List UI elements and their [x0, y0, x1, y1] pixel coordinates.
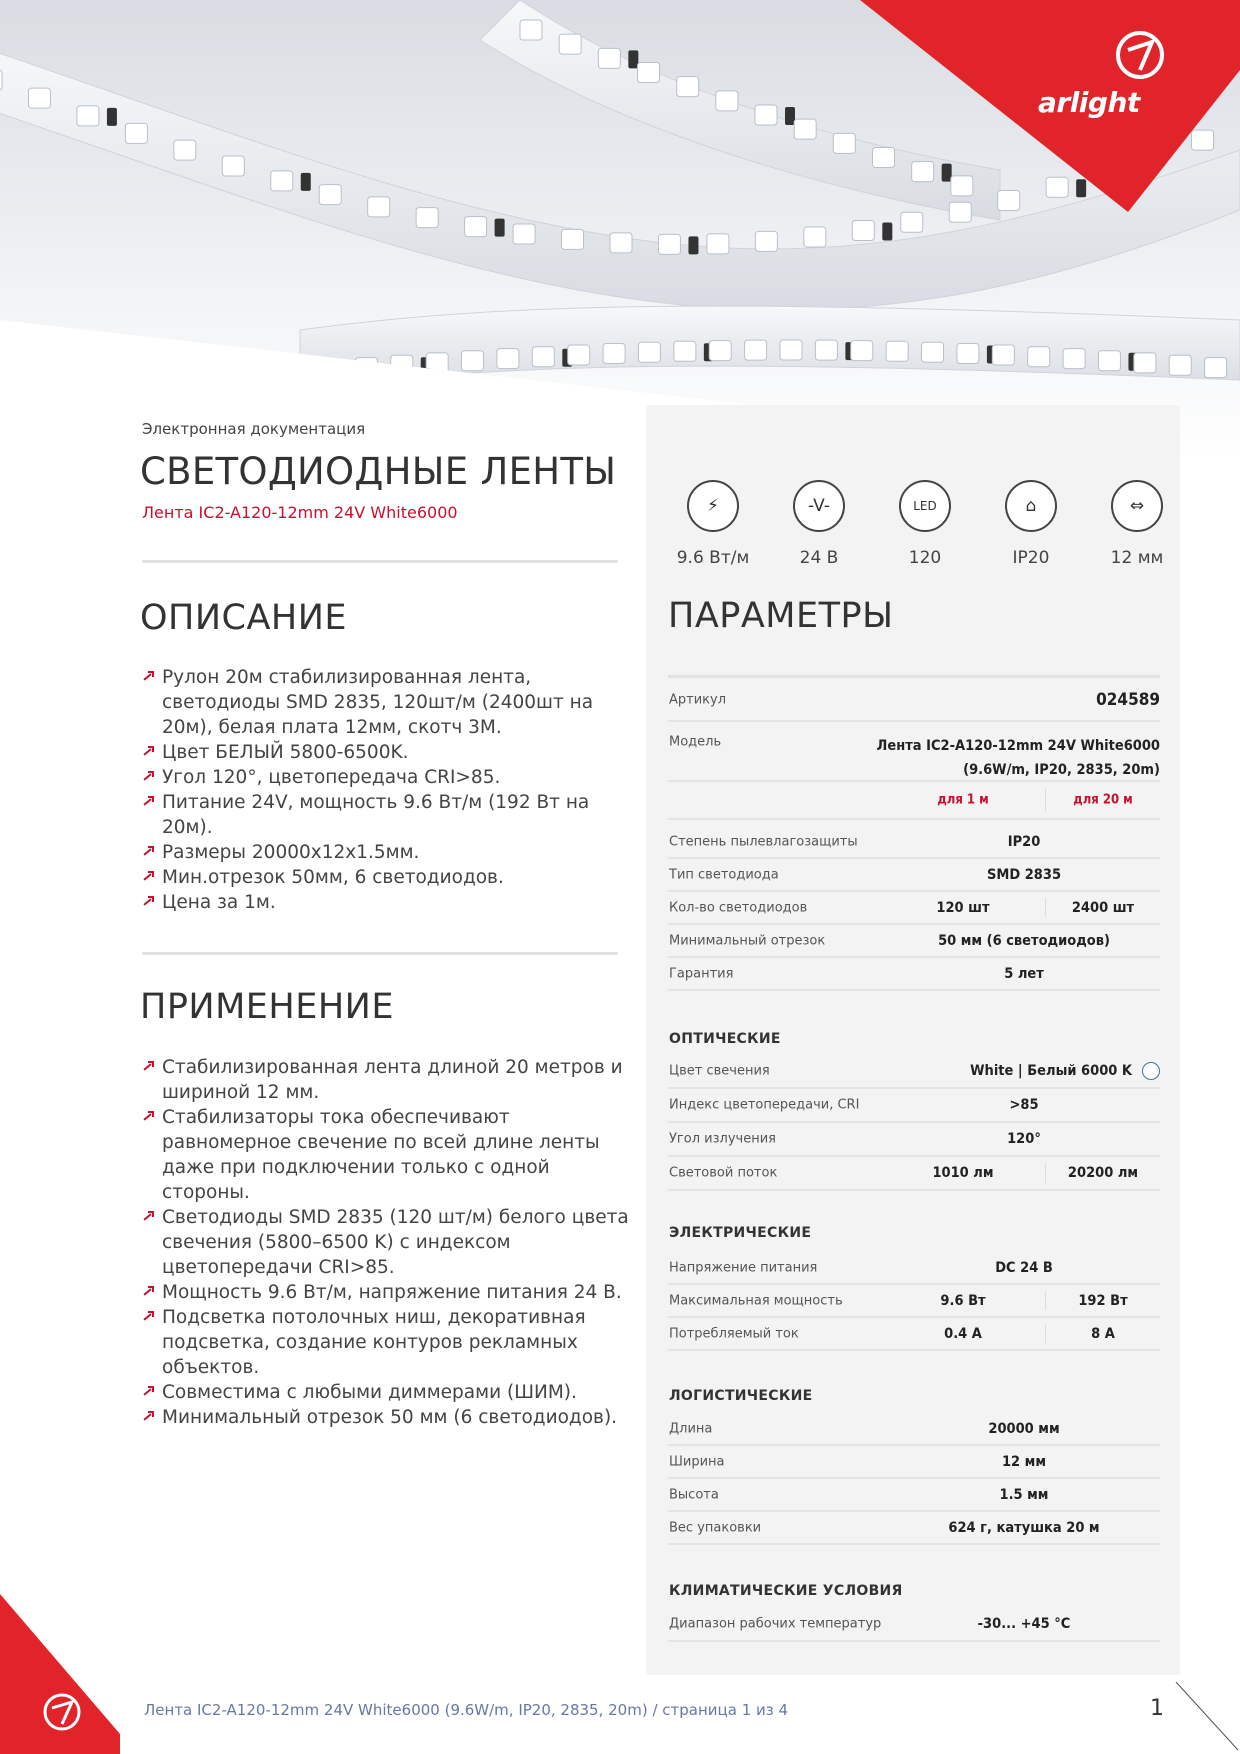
params-general	[668, 826, 1160, 991]
list-item: Угол 120°, цветопередача CRI>85.	[142, 765, 632, 790]
led-chip	[271, 171, 293, 191]
spec-icon-cell	[1084, 480, 1190, 568]
product-subtitle: Лента IC2-A120-12mm 24V White6000	[142, 503, 458, 522]
led-chip	[794, 119, 816, 139]
params-climate	[668, 1608, 1160, 1642]
footer-text: Лента IC2-A120-12mm 24V White6000 (9.6W/m, IP20, 2835, 20m) / страница 1 из 4	[144, 1701, 789, 1719]
page-title: СВЕТОДИОДНЫЕ ЛЕНТЫ	[140, 450, 617, 493]
voltage-icon: -V-	[793, 480, 845, 532]
led-chip	[1028, 347, 1050, 367]
param-value: 120°	[1007, 1131, 1041, 1147]
spec-icon-cell	[766, 480, 872, 568]
article-value: 024589	[1096, 690, 1160, 710]
param-row-column-headers	[668, 782, 1160, 820]
param-value: 1.5 мм	[999, 1486, 1049, 1503]
power-bolt-icon: ⚡	[687, 480, 739, 532]
param-value: >85	[1009, 1097, 1039, 1113]
brand-logo-text: arlight	[1038, 86, 1140, 119]
divider	[142, 952, 618, 955]
param-label: Цвет свечения	[669, 1063, 770, 1079]
param-row-model: Модель Лента IC2-A120-12mm 24V White6000 (9.6W/m, IP20, 2835, 20m)	[668, 722, 1160, 782]
spec-icon-cell	[872, 480, 978, 568]
led-chip	[780, 340, 802, 360]
led-chip	[28, 88, 50, 108]
model-value-line1: Лента IC2-A120-12mm 24V White6000	[876, 738, 1160, 754]
led-chip	[852, 221, 874, 241]
spec-icon-cell	[660, 480, 766, 568]
led-chip	[562, 229, 584, 249]
led-chip	[815, 340, 837, 360]
led-chip	[513, 224, 535, 244]
param-row	[668, 1512, 1160, 1545]
led-chip	[416, 208, 438, 228]
list-item: Размеры 20000x12x1.5мм.	[142, 840, 632, 865]
col-1m-label: для 1 м	[937, 792, 989, 808]
led-chip	[886, 341, 908, 361]
param-row	[668, 1446, 1160, 1479]
spec-icons-row	[660, 480, 1180, 570]
led-chip	[559, 34, 581, 54]
param-row	[668, 1479, 1160, 1512]
led-chip	[174, 140, 196, 160]
led-chip	[901, 212, 923, 232]
ic-chip	[688, 236, 698, 254]
led-chip	[716, 91, 738, 111]
param-value-20m: 20200 лм	[1067, 1165, 1139, 1181]
param-label: Максимальная мощность	[669, 1293, 843, 1308]
param-value-1m: 9.6 Вт	[940, 1292, 986, 1309]
spec-icon-label: IP20	[1012, 548, 1050, 568]
description-heading: ОПИСАНИЕ	[140, 598, 348, 638]
col-20m-label: для 20 м	[1073, 792, 1133, 808]
application-heading: ПРИМЕНЕНИЕ	[140, 987, 394, 1027]
led-chip	[520, 20, 542, 40]
application-list	[142, 1055, 632, 1430]
param-row	[668, 859, 1160, 892]
led-chip	[674, 341, 696, 361]
param-value-20m: 192 Вт	[1078, 1292, 1128, 1309]
led-chip	[957, 344, 979, 364]
led-chip	[1098, 351, 1120, 371]
ic-chip	[628, 50, 638, 68]
climate-heading: КЛИМАТИЧЕСКИЕ УСЛОВИЯ	[669, 1583, 903, 1599]
param-label: Кол-во светодиодов	[669, 900, 808, 915]
electrical-heading: ЭЛЕКТРИЧЕСКИЕ	[669, 1225, 812, 1241]
led-chip	[603, 344, 625, 364]
param-value: IP20	[1007, 833, 1041, 850]
param-value-20m: 2400 шт	[1071, 899, 1135, 916]
list-item: Подсветка потолочных ниш, декоративная подсветка, создание контуров рекламных объектов.	[142, 1305, 632, 1380]
led-chip	[125, 123, 147, 143]
param-value-1m: 0.4 А	[944, 1325, 982, 1342]
param-row-article: Артикул 024589	[668, 680, 1160, 722]
spec-icon-label: 24 В	[799, 548, 839, 568]
list-item: Цвет БЕЛЫЙ 5800-6500K.	[142, 740, 632, 765]
led-chip	[368, 197, 390, 217]
footer-corner-line	[1172, 1680, 1240, 1754]
param-row	[668, 1608, 1160, 1642]
led-chip	[638, 342, 660, 362]
led-chip	[709, 341, 731, 361]
list-item: Мощность 9.6 Вт/м, напряжение питания 24 В.	[142, 1280, 632, 1305]
led-chip	[707, 234, 729, 254]
param-value-1m: 120 шт	[936, 899, 990, 916]
led-per-meter-icon: LED	[899, 480, 951, 532]
param-row	[668, 1413, 1160, 1446]
param-value-20m: 8 А	[1091, 1325, 1115, 1342]
params-electrical	[668, 1252, 1160, 1351]
param-label: Потребляемый ток	[669, 1326, 799, 1341]
list-item: Цена за 1м.	[142, 890, 632, 915]
param-label: Гарантия	[669, 966, 734, 981]
param-row	[668, 1252, 1160, 1285]
param-label: Длина	[669, 1421, 713, 1436]
ic-chip	[785, 107, 795, 125]
led-chip	[677, 77, 699, 97]
list-item: Минимальный отрезок 50 мм (6 светодиодов).	[142, 1405, 632, 1430]
list-item: Стабилизаторы тока обеспечивают равномерное свечение по всей длине ленты даже при подключении только с одной стороны.	[142, 1105, 632, 1205]
param-label: Индекс цветопередачи, CRI	[669, 1097, 860, 1113]
divider	[142, 560, 618, 563]
led-chip	[462, 351, 484, 371]
param-label: Диапазон рабочих температур	[669, 1616, 882, 1632]
ic-chip	[301, 173, 311, 191]
led-chip	[497, 349, 519, 369]
spec-icon-cell	[978, 480, 1084, 568]
param-value: 624 г, катушка 20 м	[948, 1519, 1100, 1536]
led-chip	[319, 185, 341, 205]
list-item: Светодиоды SMD 2835 (120 шт/м) белого цвета свечения (5800–6500 K) с индексом цветопередачи CRI>85.	[142, 1205, 632, 1280]
led-chip	[658, 234, 680, 254]
param-value: 12 мм	[1001, 1453, 1047, 1470]
params-logistic	[668, 1413, 1160, 1545]
list-item: Питание 24V, мощность 9.6 Вт/м (192 Вт на 20м).	[142, 790, 632, 840]
ic-chip	[495, 219, 505, 237]
param-value: White | Белый 6000 K	[970, 1063, 1132, 1079]
param-row	[668, 1123, 1160, 1157]
param-row	[668, 892, 1160, 925]
param-row	[668, 826, 1160, 859]
param-value-1m: 1010 лм	[932, 1165, 994, 1181]
led-chip	[745, 340, 767, 360]
param-label: Световой поток	[669, 1165, 778, 1181]
param-value: DC 24 В	[995, 1259, 1053, 1276]
list-item: Рулон 20м стабилизированная лента, светодиоды SMD 2835, 120шт/м (2400шт на 20м), белая плата 12мм, скотч 3М.	[142, 665, 632, 740]
param-label: Напряжение питания	[669, 1260, 818, 1275]
param-row	[668, 1285, 1160, 1318]
param-value: 50 мм (6 светодиодов)	[938, 932, 1110, 949]
house-ip-icon: ⌂	[1005, 480, 1057, 532]
led-chip	[355, 358, 377, 378]
color-swatch-icon	[1142, 1062, 1160, 1080]
led-chip	[638, 63, 660, 83]
param-value: 20000 мм	[988, 1420, 1060, 1437]
spec-icon-label: 9.6 Вт/м	[676, 548, 750, 568]
param-row	[668, 1055, 1160, 1089]
optical-heading: ОПТИЧЕСКИЕ	[669, 1031, 781, 1047]
led-chip	[1169, 355, 1191, 375]
param-row	[668, 1157, 1160, 1191]
param-row	[668, 1318, 1160, 1351]
led-chip	[992, 345, 1014, 365]
doc-label: Электронная документация	[142, 420, 366, 438]
led-chip	[851, 341, 873, 361]
list-item: Мин.отрезок 50мм, 6 светодиодов.	[142, 865, 632, 890]
led-chip	[1134, 353, 1156, 373]
param-label: Высота	[669, 1487, 719, 1502]
params-optical	[668, 1055, 1160, 1191]
led-chip	[77, 106, 99, 126]
led-chip	[320, 360, 342, 380]
led-chip	[426, 353, 448, 373]
model-value-line2: (9.6W/m, IP20, 2835, 20m)	[963, 762, 1160, 778]
led-chip	[610, 233, 632, 253]
params-header-table	[668, 680, 1160, 820]
led-chip	[804, 227, 826, 247]
ic-chip	[882, 223, 892, 241]
led-chip	[222, 156, 244, 176]
param-label: Угол излучения	[669, 1131, 776, 1147]
param-label: Степень пылевлагозащиты	[669, 834, 858, 849]
led-chip	[598, 48, 620, 68]
led-chip	[755, 105, 777, 125]
led-chip	[1063, 349, 1085, 369]
led-chip	[532, 347, 554, 367]
led-chip	[391, 355, 413, 375]
param-label: Ширина	[669, 1454, 725, 1469]
led-chip	[568, 345, 590, 365]
param-value: SMD 2835	[986, 866, 1062, 883]
param-value: -30... +45 °С	[977, 1616, 1071, 1632]
led-chip	[755, 231, 777, 251]
led-chip	[922, 342, 944, 362]
footer-corner-logo	[0, 1594, 120, 1754]
param-row	[668, 958, 1160, 991]
led-chip	[1205, 358, 1227, 378]
list-item: Совместима с любыми диммерами (ШИМ).	[142, 1380, 632, 1405]
param-label: Минимальный отрезок	[669, 933, 826, 948]
parameters-heading: ПАРАМЕТРЫ	[668, 596, 894, 636]
param-value: 5 лет	[1004, 965, 1044, 982]
spec-icon-label: 120	[908, 548, 942, 568]
divider	[668, 675, 1160, 678]
led-chip	[465, 217, 487, 237]
param-row	[668, 925, 1160, 958]
list-item: Стабилизированная лента длиной 20 метров и шириной 12 мм.	[142, 1055, 632, 1105]
page-number: 1	[1150, 1696, 1164, 1721]
led-chip	[0, 70, 2, 90]
ic-chip	[107, 108, 117, 126]
param-label: Тип светодиода	[669, 867, 779, 882]
spec-icon-label: 12 мм	[1110, 548, 1164, 568]
param-label: Вес упаковки	[669, 1520, 762, 1535]
logistic-heading: ЛОГИСТИЧЕСКИЕ	[669, 1388, 813, 1404]
description-list	[142, 665, 632, 915]
param-row	[668, 1089, 1160, 1123]
width-icon: ⇔	[1111, 480, 1163, 532]
